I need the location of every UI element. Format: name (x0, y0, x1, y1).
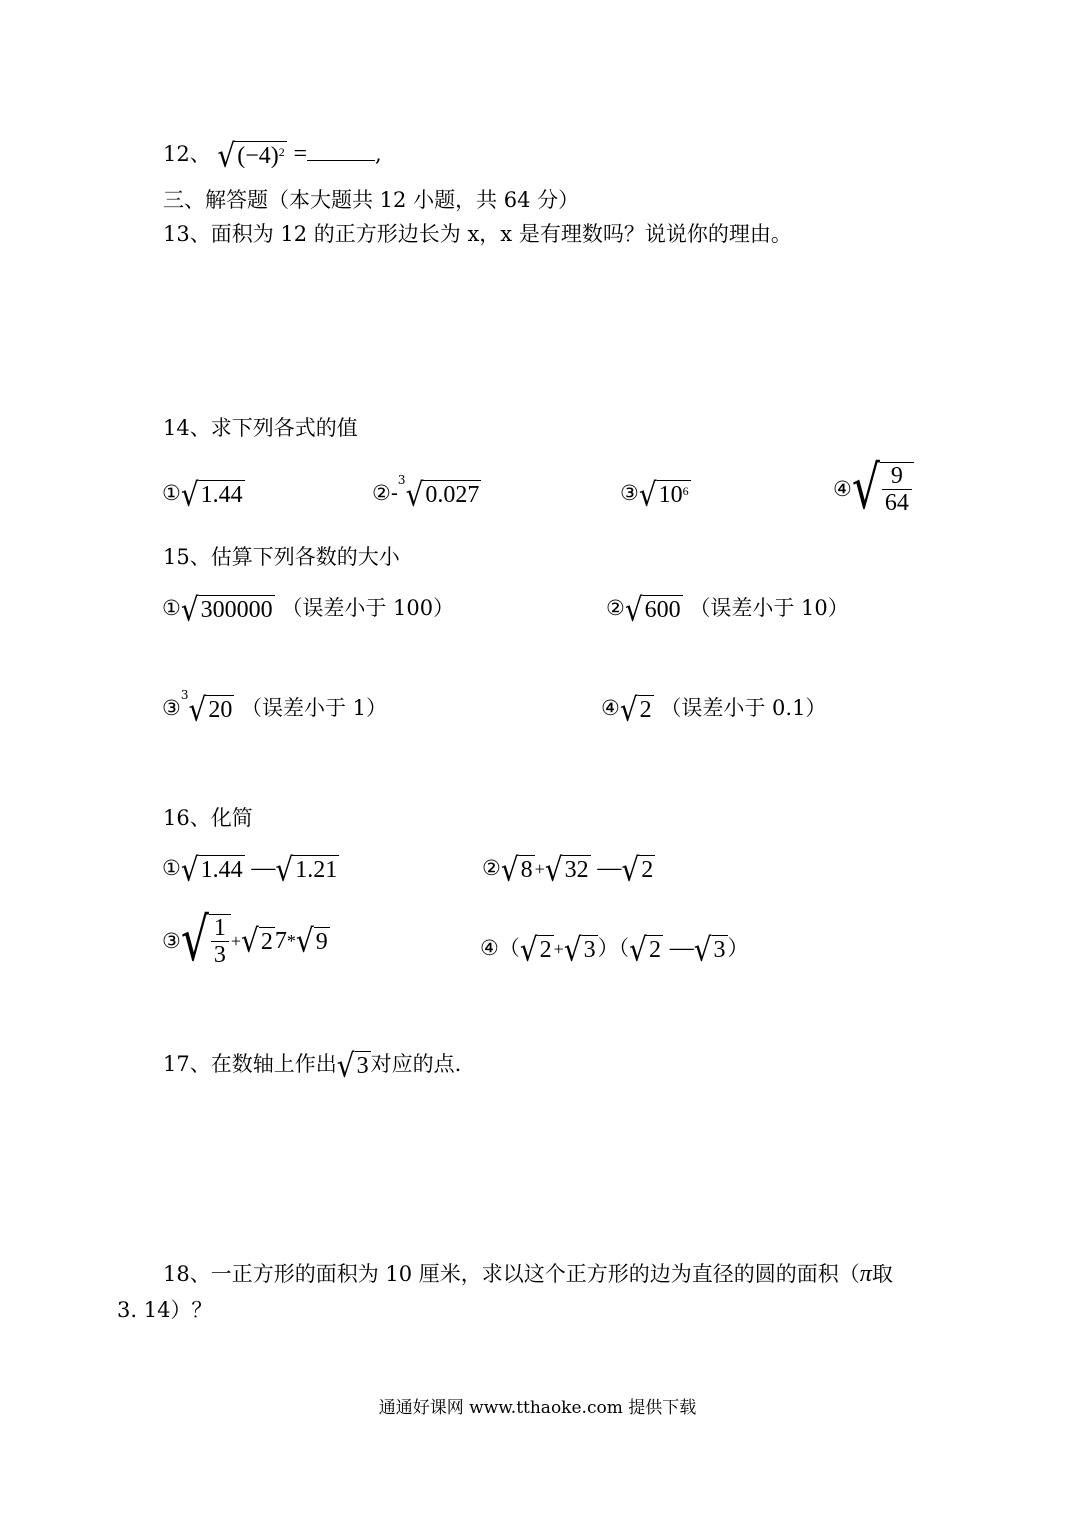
q16-item-3-c: 9 (315, 928, 328, 955)
q15-item-3-note: （误差小于 1） (241, 696, 388, 720)
q15-item-3-index: 3 (180, 688, 189, 702)
q14-item-1 (162, 475, 245, 514)
q16-item-4-c: 2 (649, 937, 662, 964)
q14-item-4 (833, 453, 914, 523)
question-18-line-1 (163, 1260, 893, 1288)
q15-item-1-mark: ① (162, 596, 181, 620)
q16-item-4-op2: — (669, 935, 694, 961)
q16-item-3 (162, 905, 330, 975)
q16-item-2-radical-c: √2 (621, 850, 654, 889)
q14-item-4-den: 64 (884, 490, 909, 516)
q16-item-2-mark: ② (482, 856, 501, 880)
q16-item-4-paren-close: ） (727, 936, 749, 960)
q16-item-4-paren-open: （ (498, 936, 520, 960)
q14-item-4-mark: ④ (833, 477, 852, 501)
q16-item-4 (480, 930, 749, 969)
q15-item-3-radicand: 20 (208, 697, 233, 724)
q14-item-3-mark: ③ (620, 481, 639, 505)
q15-item-4 (601, 690, 827, 729)
q16-item-4-radical-a: √2 (519, 930, 552, 969)
q17-radicand: 3 (356, 1053, 369, 1080)
q17-pre: 17、在数轴上作出 (163, 1052, 337, 1076)
q15-item-4-note: （误差小于 0.1） (660, 696, 827, 720)
q18-text-a: 18、一正方形的面积为 10 厘米，求以这个正方形的边为直径的圆的面积（ (163, 1262, 860, 1286)
q12-number: 12、 (163, 142, 211, 166)
q15-item-3 (162, 688, 388, 729)
q16-item-4-radical-b: √3 (563, 930, 596, 969)
q15-item-1 (162, 590, 455, 629)
q16-item-1-op: — (251, 855, 276, 881)
q16-item-2 (482, 850, 655, 889)
q15-item-2-radical: √600 (624, 590, 681, 629)
question-17 (163, 1046, 462, 1085)
q14-item-1-radicand: 1.44 (200, 482, 243, 509)
q16-item-1-mark: ① (162, 856, 181, 880)
q15-item-4-radicand: 2 (639, 697, 652, 724)
q16-item-4-a: 2 (539, 937, 552, 964)
question-15-title: 15、估算下列各数的大小 (163, 545, 400, 569)
q16-item-2-op2: — (597, 855, 622, 881)
q16-item-2-b: 32 (564, 857, 589, 884)
question-14-title: 14、求下列各式的值 (163, 416, 358, 440)
footer-text: 通通好课网 www.tthaoke.com 提供下载 (378, 1398, 697, 1418)
q16-item-3-op1: + (230, 931, 242, 951)
q18-text-b: 取 (871, 1262, 893, 1286)
q14-item-2-mark: ②- (372, 481, 398, 505)
q12-eq: = (293, 141, 308, 167)
q14-item-2-radicand: 0.027 (425, 482, 480, 509)
q16-item-2-radical-a: √8 (500, 850, 533, 889)
q16-item-3-den: 3 (213, 942, 226, 968)
q16-item-1 (162, 850, 339, 889)
q16-item-1-a: 1.44 (200, 857, 243, 884)
q15-item-2-note: （误差小于 10） (689, 596, 849, 620)
q14-item-2-radical: √0.027 (405, 475, 480, 514)
q14-item-2-index: 3 (397, 473, 406, 487)
q12-tail: , (375, 142, 382, 166)
q12-answer-blank (307, 142, 375, 161)
q14-item-3-exp: 6 (682, 484, 689, 499)
q16-item-4-d: 3 (713, 937, 726, 964)
q16-item-4-b: 3 (583, 937, 596, 964)
q12-exp: 2 (278, 145, 285, 160)
q17-radical: √3 (336, 1046, 369, 1085)
q16-item-4-radical-d: √3 (693, 930, 726, 969)
q16-item-1-radical-b: √1.21 (275, 850, 338, 889)
question-16-title: 16、化简 (163, 806, 253, 830)
q16-item-4-radical-c: √2 (629, 930, 662, 969)
q15-item-4-mark: ④ (601, 696, 620, 720)
q14-item-4-radical: √ $\frac{9}{64}$ (852, 462, 914, 516)
question-18-line-2: 3. 14）？ (117, 1298, 213, 1322)
q15-item-1-note: （误差小于 100） (281, 596, 455, 620)
q16-item-3-mid: 7 (274, 928, 287, 954)
q16-item-4-mark: ④ (480, 936, 499, 960)
q15-item-4-radical: √2 (619, 690, 652, 729)
q15-item-2-radicand: 600 (644, 597, 681, 624)
q16-item-3-radical-c: √9 (295, 921, 328, 960)
q14-item-3-radicand: 10 (658, 482, 683, 509)
q14-item-2 (372, 473, 481, 514)
q16-item-1-b: 1.21 (295, 857, 338, 884)
q15-item-3-radical: √20 (188, 690, 233, 729)
q16-item-2-c: 2 (641, 857, 654, 884)
question-13: 13、面积为 12 的正方形边长为 x，x 是有理数吗？说说你的理由。 (163, 222, 792, 246)
q16-item-1-radical-a: √1.44 (180, 850, 243, 889)
q16-item-3-op2: * (286, 931, 296, 951)
q15-item-2 (606, 590, 849, 629)
q12-expr: (−4) (237, 143, 279, 170)
q14-item-3 (620, 475, 691, 514)
question-12 (163, 136, 382, 175)
q16-item-3-mark: ③ (162, 929, 181, 953)
q15-item-2-mark: ② (606, 596, 625, 620)
section-3-title: 三、解答题（本大题共 12 小题，共 64 分） (163, 188, 580, 212)
q16-item-2-radical-b: √32 (544, 850, 589, 889)
q14-item-1-mark: ① (162, 481, 181, 505)
q14-item-1-radical: √1.44 (180, 475, 243, 514)
q16-item-2-op1: + (534, 859, 545, 879)
q16-item-2-a: 8 (520, 857, 533, 884)
q16-item-4-op1: + (553, 939, 564, 959)
q15-item-1-radical: √300000 (180, 590, 273, 629)
q16-item-3-radical-b: √2 (241, 921, 273, 960)
q16-item-3-b: 2 (260, 928, 273, 955)
q15-item-1-radicand: 300000 (200, 597, 273, 624)
q15-item-3-mark: ③ (162, 696, 181, 720)
q17-post: 对应的点. (370, 1052, 462, 1076)
q16-item-3-radical-frac: √ $\frac{1}{3}$ (181, 914, 231, 968)
q14-item-4-num: 9 (882, 463, 912, 490)
q16-item-3-num: 1 (211, 915, 229, 942)
q14-item-3-radical: $√10^6$ (638, 475, 689, 514)
q12-radical: $√(-4)^2$ (217, 136, 285, 175)
q16-item-4-paren-mid: ）（ (597, 936, 630, 960)
q18-pi: π (859, 1261, 872, 1287)
